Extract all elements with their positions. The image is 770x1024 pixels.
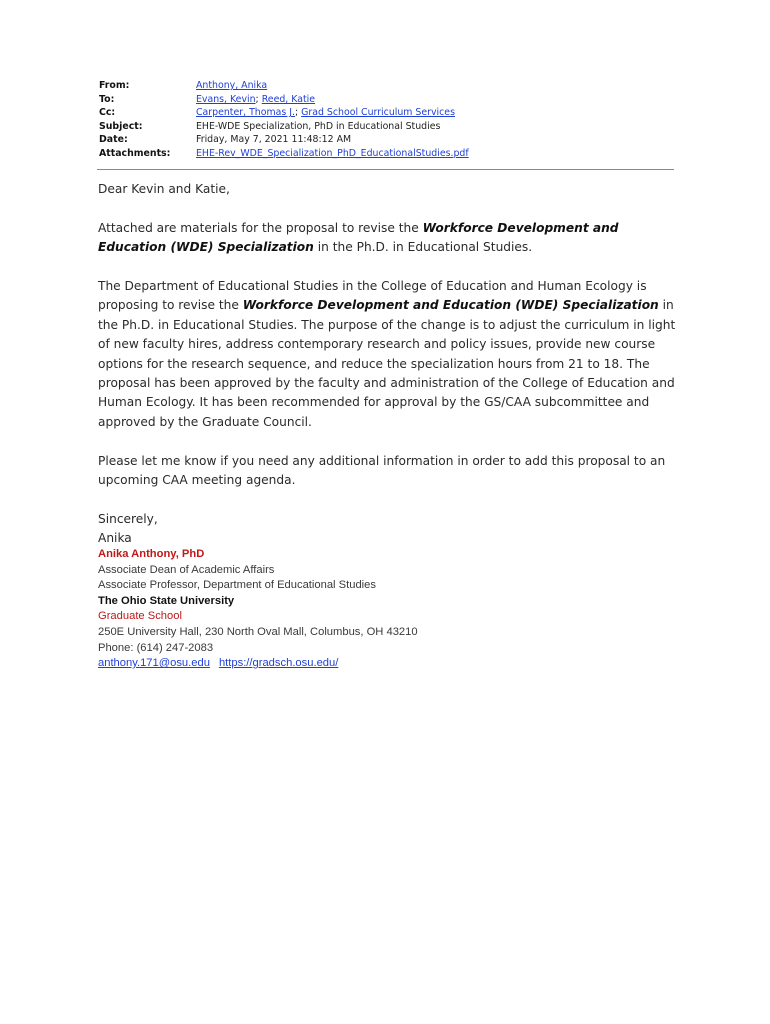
cc-label: Cc: bbox=[99, 107, 116, 119]
to-recipient-link[interactable]: Reed, Katie bbox=[261, 93, 316, 105]
email-body bbox=[98, 180, 678, 568]
to-row bbox=[99, 93, 675, 107]
signature-university: The Ohio State University bbox=[98, 594, 235, 607]
paragraph-1-text-a: Attached are materials for the proposal to revise the bbox=[98, 220, 423, 235]
closing-name: Anika bbox=[98, 531, 132, 546]
signature-links bbox=[98, 656, 418, 672]
cc-separator: ; bbox=[294, 107, 299, 119]
signature-school: Graduate School bbox=[98, 610, 182, 623]
signature-address: 250E University Hall, 230 North Oval Mall, Columbus, OH 43210 bbox=[98, 625, 418, 638]
paragraph-1 bbox=[98, 219, 678, 258]
signature-title-1: Associate Dean of Academic Affairs bbox=[98, 563, 275, 576]
attachments-label: Attachments: bbox=[99, 147, 171, 159]
subject-label: Subject: bbox=[99, 120, 143, 132]
paragraph-1-text-c: in the Ph.D. in Educational Studies. bbox=[313, 240, 533, 255]
signature-name: Anika Anthony, PhD bbox=[98, 548, 205, 560]
paragraph-3: Please let me know if you need any additional information in order to add this proposal to an upcoming CAA meeting agenda. bbox=[98, 453, 666, 488]
closing bbox=[98, 510, 678, 549]
cc-row bbox=[99, 106, 675, 120]
date-label: Date: bbox=[99, 134, 128, 146]
from-link[interactable]: Anthony, Anika bbox=[196, 80, 268, 91]
signature-phone: Phone: (614) 247-2083 bbox=[98, 641, 214, 654]
signature-title-2: Associate Professor, Department of Educational Studies bbox=[98, 579, 376, 592]
date-row bbox=[99, 133, 675, 147]
to-label: To: bbox=[99, 93, 115, 105]
cc-recipient-link[interactable]: Carpenter, Thomas J. bbox=[196, 107, 295, 119]
paragraph-2 bbox=[98, 277, 678, 432]
attachment-link[interactable]: EHE-Rev_WDE_Specialization_PhD_EducationalStudies.pdf bbox=[196, 147, 469, 159]
email-signature bbox=[98, 547, 418, 672]
to-separator: ; bbox=[255, 93, 259, 105]
closing-line: Sincerely, bbox=[98, 511, 158, 526]
header-divider bbox=[97, 169, 674, 170]
specialization-name: Workforce Development and Education (WDE) Specialization bbox=[242, 298, 659, 313]
greeting: Dear Kevin and Katie, bbox=[98, 182, 230, 196]
paragraph-2-text-a: The Department of Educational Studies in the College of Education and Human Ecology is proposing to revise the bbox=[98, 279, 647, 313]
date-value: Friday, May 7, 2021 11:48:12 AM bbox=[196, 134, 352, 146]
attachments-row bbox=[99, 147, 675, 161]
website-link[interactable]: https://gradsch.osu.edu/ bbox=[218, 657, 339, 670]
subject-value: EHE-WDE Specialization, PhD in Educational Studies bbox=[196, 120, 441, 132]
from-label: From: bbox=[99, 80, 130, 91]
subject-row bbox=[99, 120, 675, 134]
paragraph-2-text-c: in the Ph.D. in Educational Studies. The purpose of the change is to adjust the curriculum in light of new faculty hires, address contemporary research and policy issues, provide new course options for the research sequence, and reduce the specialization hours from 21 to 18. The proposal has been approved by the faculty and administration of the College of Education and Human Ecology. It has been recommended for approval by the GS/CAA subcommittee and approved by the Graduate Council. bbox=[98, 298, 676, 429]
email-link[interactable]: anthony.171@osu.edu bbox=[98, 657, 210, 670]
cc-recipient-link[interactable]: Grad School Curriculum Services bbox=[301, 107, 455, 119]
email-header bbox=[99, 79, 675, 161]
from-row bbox=[99, 79, 675, 93]
to-recipient-link[interactable]: Evans, Kevin bbox=[196, 93, 256, 105]
specialization-name: Workforce Development and Education (WDE) Specialization bbox=[98, 220, 619, 255]
